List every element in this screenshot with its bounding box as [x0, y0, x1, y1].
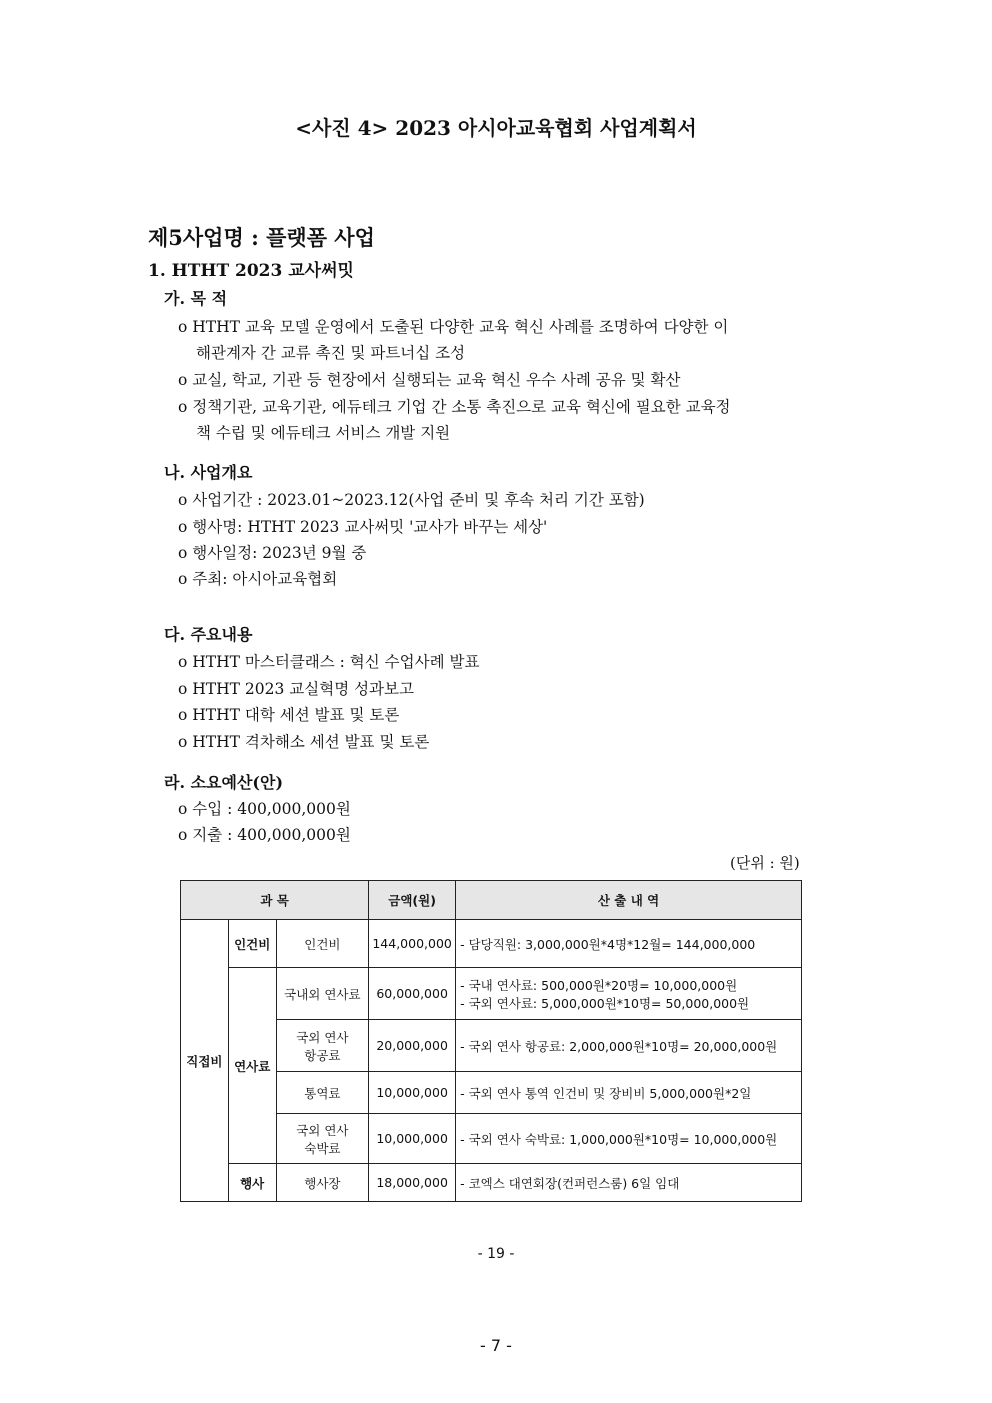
overview-item: o 행사명: HTHT 2023 교사써밋 '교사가 바꾸는 세상'	[178, 518, 548, 536]
table-row	[181, 968, 802, 1020]
budget-table	[180, 880, 802, 1202]
page-caption: <사진 4> 2023 아시아교육협회 사업계획서	[295, 116, 697, 140]
outer-page-number: - 7 -	[480, 1336, 512, 1355]
detail-cell: - 담당직원: 3,000,000원*4명*12월= 144,000,000	[456, 920, 802, 968]
header-amount: 금액(원)	[369, 881, 456, 920]
amount-cell: 144,000,000	[369, 920, 456, 968]
item-line: 국외 연사	[296, 1029, 349, 1045]
table-header-row	[181, 881, 802, 920]
item-cell: 행사장	[276, 1164, 369, 1202]
category-cell: 인건비	[228, 920, 276, 968]
item-cell	[276, 1114, 369, 1164]
detail-cell	[456, 968, 802, 1020]
purpose-item: o HTHT 교육 모델 운영에서 도출된 다양한 교육 혁신 사례를 조명하여 다양한 이	[178, 318, 729, 336]
table-row	[181, 920, 802, 968]
contents-item: o HTHT 2023 교실혁명 성과보고	[178, 680, 414, 698]
overview-item: o 주최: 아시아교육협회	[178, 570, 338, 588]
detail-line: - 국외 연사료: 5,000,000원*10명= 50,000,000원	[460, 995, 750, 1011]
amount-cell: 10,000,000	[369, 1072, 456, 1114]
group-cell: 직접비	[181, 920, 229, 1202]
purpose-item: o 교실, 학교, 기관 등 현장에서 실행되는 교육 혁신 우수 사례 공유 및 확산	[178, 371, 681, 389]
header-detail: 산 출 내 역	[456, 881, 802, 920]
budget-expense: o 지출 : 400,000,000원	[178, 826, 351, 844]
overview-item: o 사업기간 : 2023.01~2023.12(사업 준비 및 후속 처리 기간 포함)	[178, 491, 645, 509]
contents-item: o HTHT 대학 세션 발표 및 토론	[178, 706, 400, 724]
project-title: 제5사업명 : 플랫폼 사업	[148, 225, 375, 250]
purpose-item-continued: 책 수립 및 에듀테크 서비스 개발 지원	[196, 424, 451, 442]
item-line: 항공료	[304, 1047, 341, 1063]
inner-page-number: - 19 -	[477, 1246, 515, 1262]
purpose-item-continued: 해관계자 간 교류 촉진 및 파트너십 조성	[196, 344, 466, 362]
budget-heading: 라. 소요예산(안)	[164, 773, 284, 792]
amount-cell: 18,000,000	[369, 1164, 456, 1202]
amount-cell: 60,000,000	[369, 968, 456, 1020]
item-cell: 인건비	[276, 920, 369, 968]
section-title: 1. HTHT 2023 교사써밋	[148, 261, 354, 281]
header-subject: 과 목	[181, 881, 369, 920]
budget-income: o 수입 : 400,000,000원	[178, 800, 351, 818]
amount-cell: 10,000,000	[369, 1114, 456, 1164]
item-cell	[276, 1020, 369, 1072]
item-cell: 국내외 연사료	[276, 968, 369, 1020]
category-cell: 연사료	[228, 968, 276, 1164]
detail-cell: - 국외 연사 숙박료: 1,000,000원*10명= 10,000,000원	[456, 1114, 802, 1164]
item-line: 국외 연사	[296, 1122, 349, 1138]
amount-cell: 20,000,000	[369, 1020, 456, 1072]
overview-heading: 나. 사업개요	[164, 463, 253, 482]
detail-cell: - 국외 연사 항공료: 2,000,000원*10명= 20,000,000원	[456, 1020, 802, 1072]
contents-heading: 다. 주요내용	[164, 625, 253, 644]
category-cell: 행사	[228, 1164, 276, 1202]
budget-unit: (단위 : 원)	[730, 854, 800, 872]
table-row	[181, 1164, 802, 1202]
detail-cell: - 국외 연사 통역 인건비 및 장비비 5,000,000원*2일	[456, 1072, 802, 1114]
item-line: 숙박료	[304, 1140, 341, 1156]
detail-line: - 국내 연사료: 500,000원*20명= 10,000,000원	[460, 977, 738, 993]
purpose-heading: 가. 목 적	[164, 289, 228, 308]
overview-item: o 행사일정: 2023년 9월 중	[178, 544, 367, 562]
contents-item: o HTHT 격차해소 세션 발표 및 토론	[178, 733, 430, 751]
contents-item: o HTHT 마스터클래스 : 혁신 수업사례 발표	[178, 653, 480, 671]
item-cell: 통역료	[276, 1072, 369, 1114]
purpose-item: o 정책기관, 교육기관, 에듀테크 기업 간 소통 촉진으로 교육 혁신에 필요한 교육정	[178, 398, 731, 416]
detail-cell: - 코엑스 대연회장(컨퍼런스룸) 6일 임대	[456, 1164, 802, 1202]
